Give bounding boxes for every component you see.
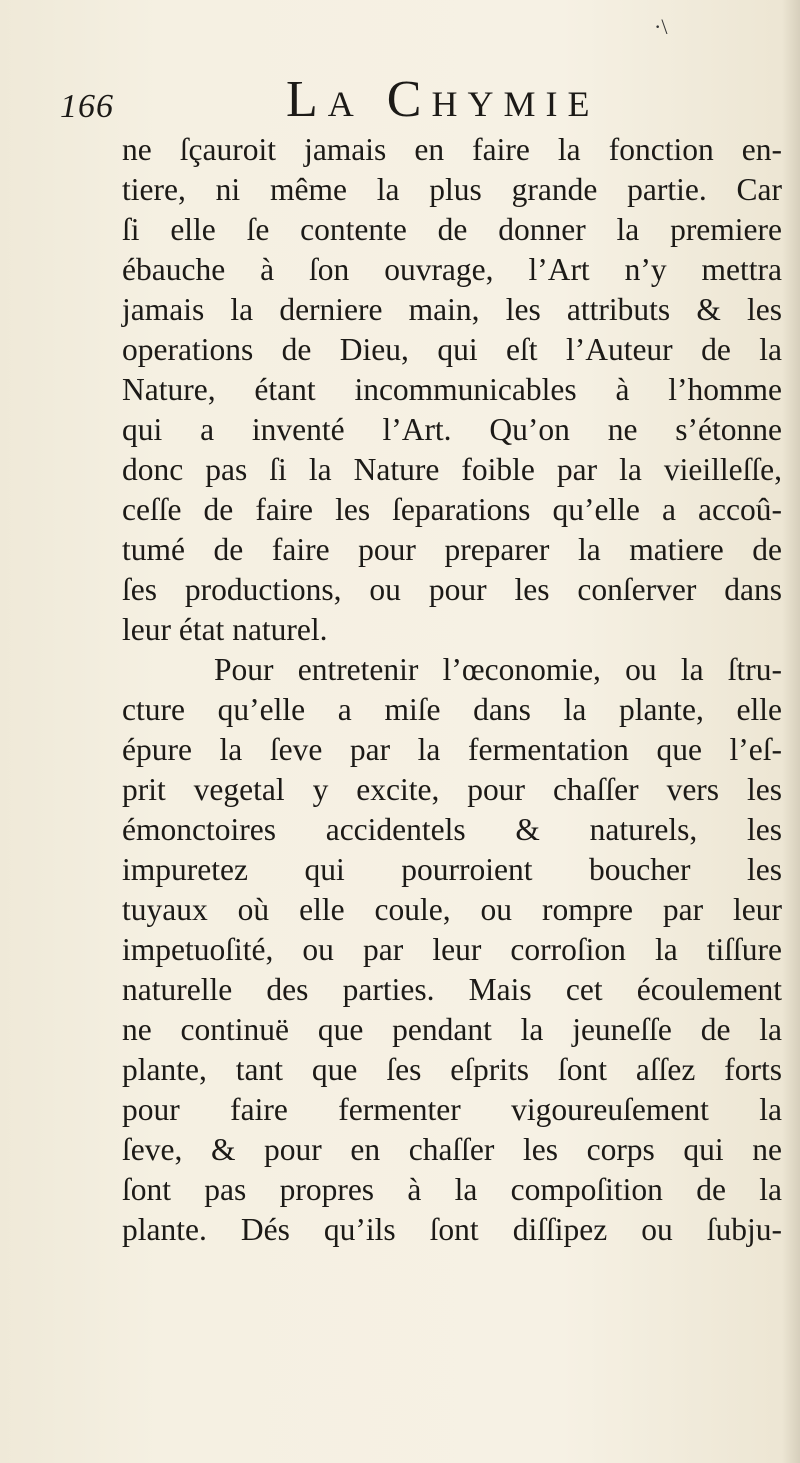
text-line: ſont pas propres à la compoſition de la bbox=[122, 1172, 782, 1207]
text-line: jamais la derniere main, les attributs & les bbox=[122, 292, 782, 327]
text-line: operations de Dieu, qui eſt l’Auteur de la bbox=[122, 332, 782, 367]
text-line: émonctoires accidentels & naturels, les bbox=[122, 812, 782, 847]
paragraph-1 bbox=[122, 130, 782, 650]
page-edge-shadow bbox=[782, 0, 800, 1463]
text-line: donc pas ſi la Nature foible par la vieilleſſe, bbox=[122, 452, 782, 487]
page-header bbox=[60, 70, 760, 130]
text-line: tuyaux où elle coule, ou rompre par leur bbox=[122, 892, 782, 927]
page-number: 166 bbox=[60, 88, 114, 125]
text-line: naturelle des parties. Mais cet écoulement bbox=[122, 972, 782, 1007]
text-line: Pour entretenir l’œconomie, ou la ſtru- bbox=[214, 652, 782, 687]
text-line: épure la ſeve par la fermentation que l’eſ- bbox=[122, 732, 782, 767]
text-line: leur état naturel. bbox=[122, 612, 328, 647]
text-line: qui a inventé l’Art. Qu’on ne s’étonne bbox=[122, 412, 782, 447]
running-head: La Chymie bbox=[286, 71, 600, 128]
text-line: tumé de faire pour preparer la matiere de bbox=[122, 532, 782, 567]
text-line: ne ſçauroit jamais en faire la fonction en- bbox=[122, 132, 782, 167]
top-mark: ·\ bbox=[654, 14, 668, 39]
text-line: plante. Dés qu’ils ſont diſſipez ou ſubju- bbox=[122, 1212, 782, 1247]
text-line: ébauche à ſon ouvrage, l’Art n’y mettra bbox=[122, 252, 782, 287]
text-line: pour faire fermenter vigoureuſement la bbox=[122, 1092, 782, 1127]
text-line: Nature, étant incommunicables à l’homme bbox=[122, 372, 782, 407]
text-line: prit vegetal y excite, pour chaſſer vers les bbox=[122, 772, 782, 807]
text-line: ne continuë que pendant la jeuneſſe de la bbox=[122, 1012, 782, 1047]
text-line: cture qu’elle a miſe dans la plante, elle bbox=[122, 692, 782, 727]
text-line: ſes productions, ou pour les conſerver dans bbox=[122, 572, 782, 607]
text-line: impuretez qui pourroient boucher les bbox=[122, 852, 782, 887]
text-line: tiere, ni même la plus grande partie. Car bbox=[122, 172, 782, 207]
text-line: ceſſe de faire les ſeparations qu’elle a accoû- bbox=[122, 492, 782, 527]
text-line: plante, tant que ſes eſprits ſont aſſez forts bbox=[122, 1052, 782, 1087]
text-line: ſi elle ſe contente de donner la premiere bbox=[122, 212, 782, 247]
text-line: impetuoſité, ou par leur corroſion la tiſſure bbox=[122, 932, 782, 967]
paragraph-2 bbox=[122, 650, 782, 1250]
body-text bbox=[122, 130, 782, 1250]
text-line: ſeve, & pour en chaſſer les corps qui ne bbox=[122, 1132, 782, 1167]
